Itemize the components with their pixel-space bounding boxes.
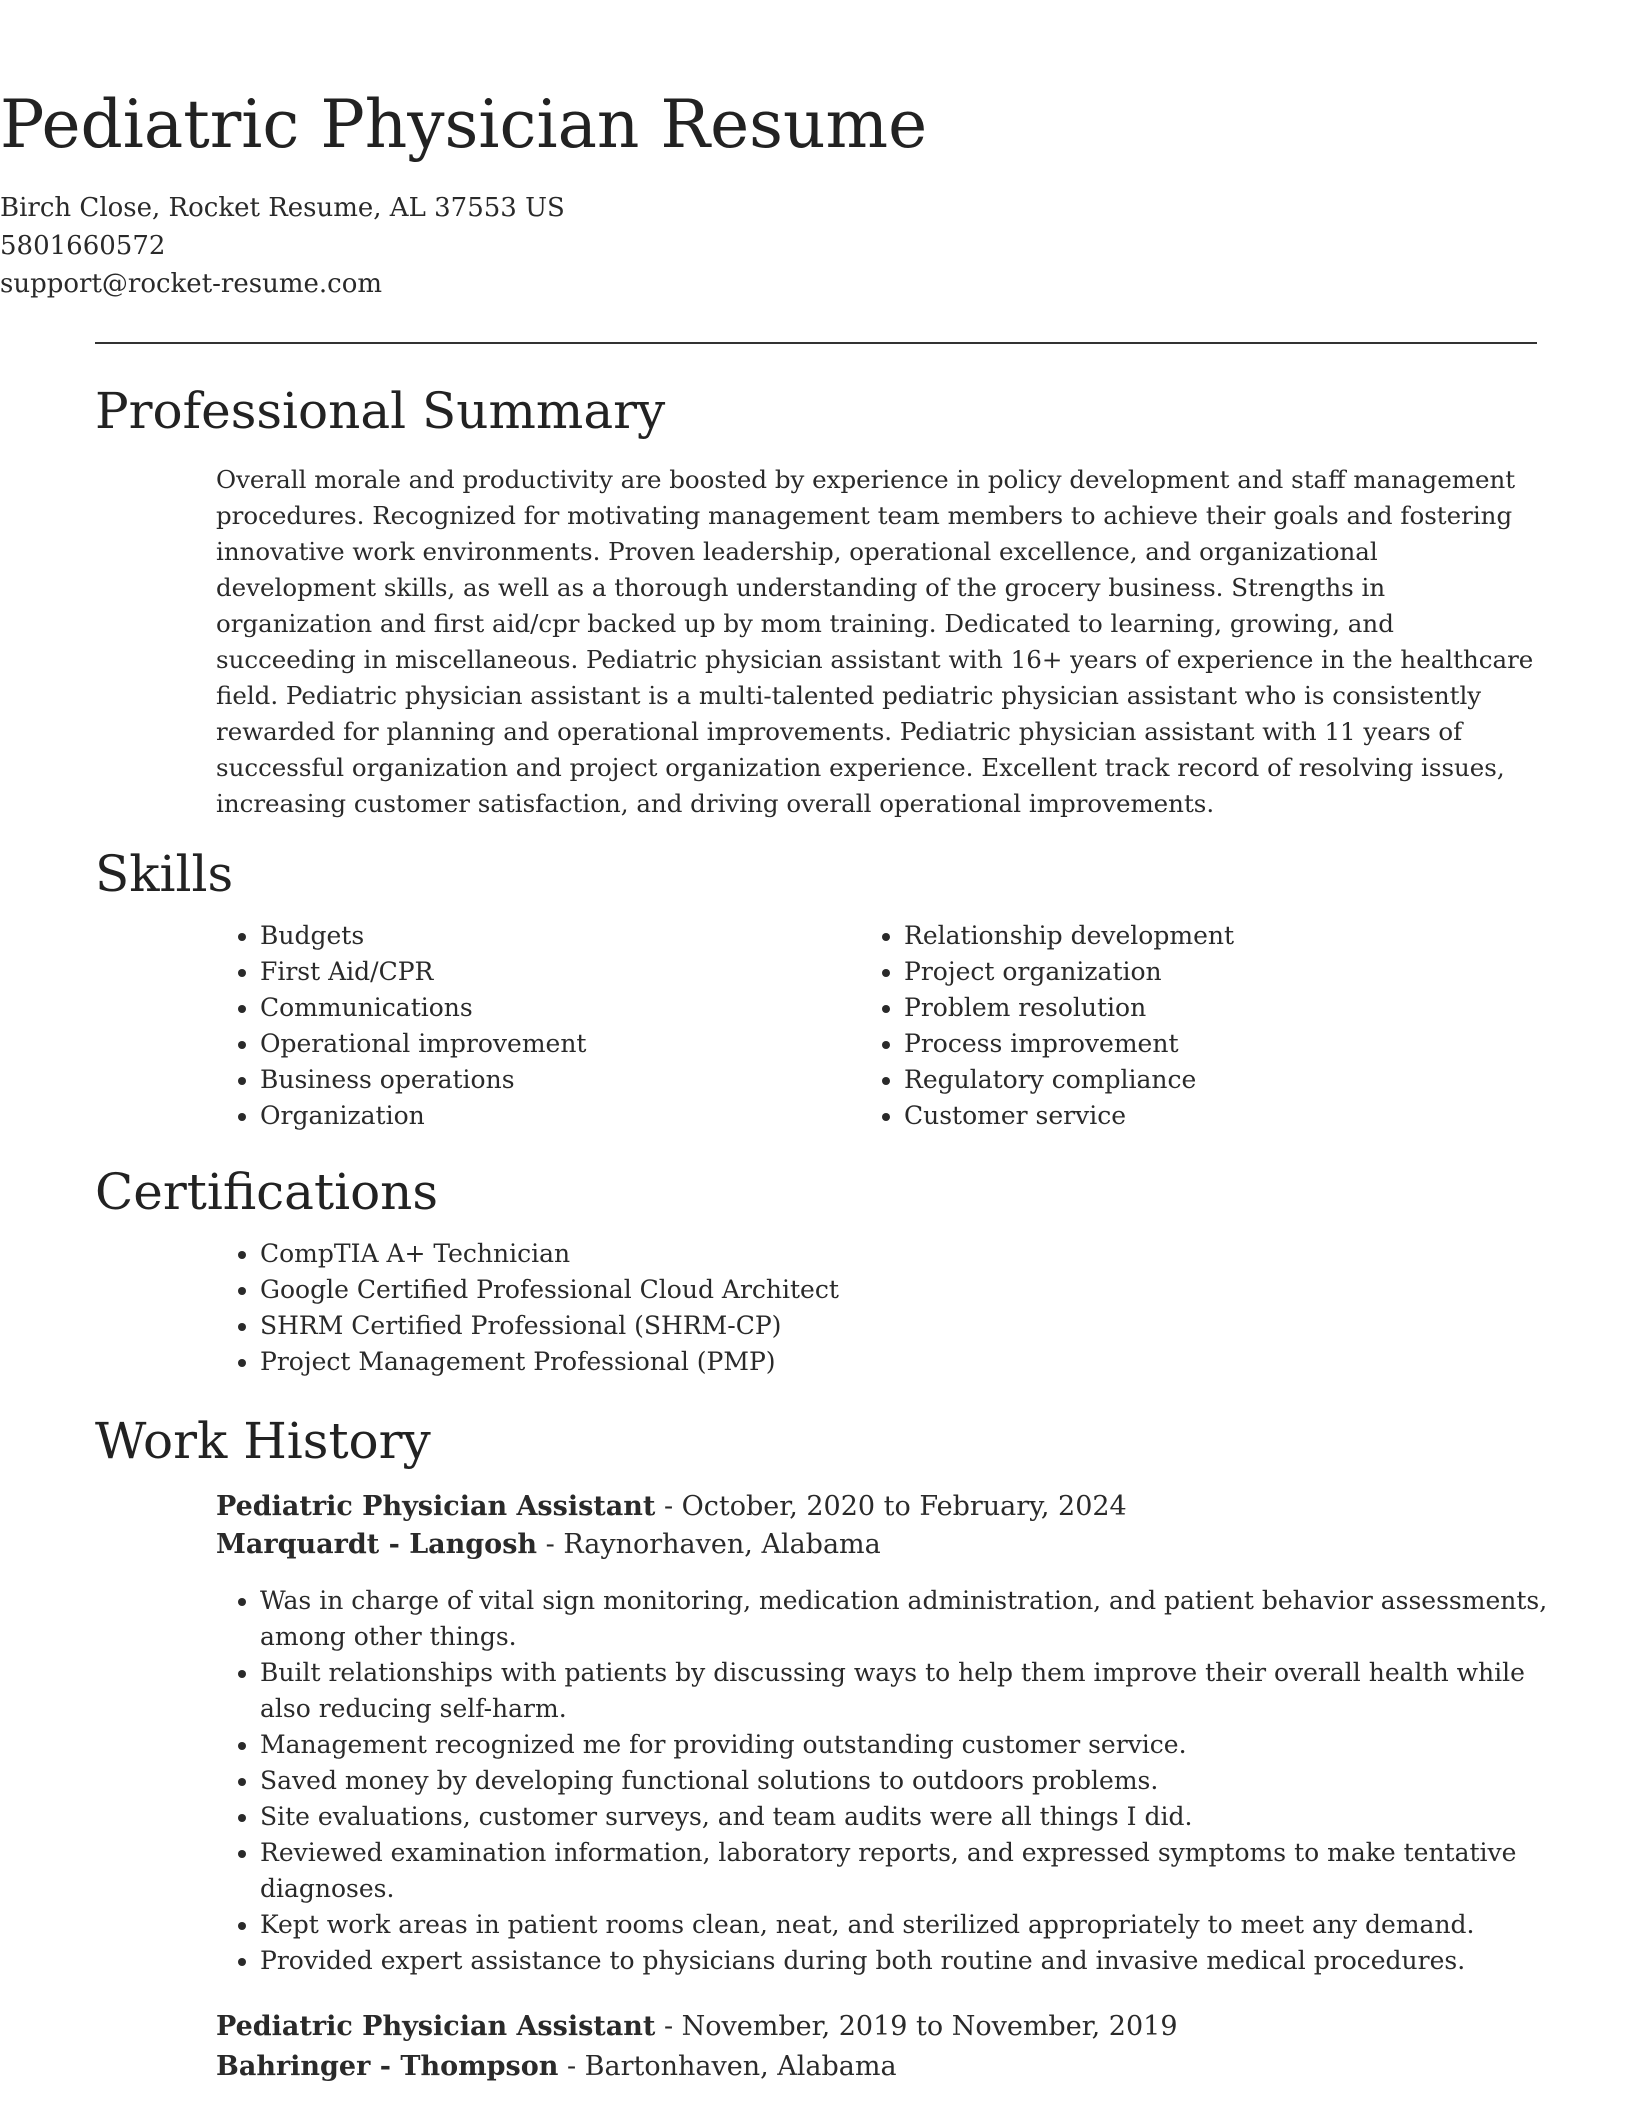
contact-phone: 5801660572	[0, 231, 166, 261]
skill-item: • Problem resolution	[904, 990, 1544, 1026]
job-location: - Bartonhaven, Alabama	[558, 2051, 897, 2082]
job-dates: - October, 2020 to February, 2024	[655, 1491, 1127, 1522]
skill-item: • Project organization	[904, 954, 1544, 990]
skill-item: • First Aid/CPR	[260, 954, 860, 990]
skills-heading: Skills	[95, 845, 234, 903]
skills-list-left	[216, 918, 860, 1134]
job-duty-item: • Built relationships with patients by discussing ways to help them improve their overall health while also reducing self-harm.	[260, 1655, 1560, 1727]
job-employer-line	[216, 2048, 897, 2086]
header-divider	[95, 342, 1537, 344]
certification-item: • Project Management Professional (PMP)	[260, 1344, 1540, 1380]
job-duty-item: • Site evaluations, customer surveys, and team audits were all things I did.	[260, 1799, 1560, 1835]
job-employer-line	[216, 1526, 881, 1564]
skill-item: • Operational improvement	[260, 1026, 860, 1062]
job-duty-item: • Saved money by developing functional solutions to outdoors problems.	[260, 1763, 1560, 1799]
certifications-list	[216, 1236, 1540, 1380]
job-dates: - November, 2019 to November, 2019	[655, 2011, 1178, 2042]
job-title-line	[216, 2008, 1178, 2046]
summary-text: Overall morale and productivity are boosted by experience in policy development and staff management procedures. Recognized for motivating management team members to achieve their goals and fostering innovative work environments. Proven leadership, operational excellence, and organizational development skills, as well as a thorough understanding of the grocery business. Strengths in organization and first aid/cpr backed up by mom training. Dedicated to learning, growing, and succeeding in miscellaneous. Pediatric physician assistant with 16+ years of experience in the healthcare field. Pediatric physician assistant is a multi-talented pediatric physician assistant who is consistently rewarded for planning and operational improvements. Pediatric physician assistant with 11 years of successful organization and project organization experience. Excellent track record of resolving issues, increasing customer satisfaction, and driving overall operational improvements.	[216, 465, 1534, 818]
skill-item: • Budgets	[260, 918, 860, 954]
skill-item: • Organization	[260, 1098, 860, 1134]
certifications-heading: Certifications	[95, 1163, 439, 1221]
skill-item: • Relationship development	[904, 918, 1544, 954]
resume-title: Pediatric Physician Resume	[0, 86, 928, 163]
certification-item: • CompTIA A+ Technician	[260, 1236, 1540, 1272]
work-history-heading: Work History	[95, 1412, 431, 1470]
job-company: Marquardt - Langosh	[216, 1529, 538, 1560]
skill-item: • Communications	[260, 990, 860, 1026]
job-title: Pediatric Physician Assistant	[216, 2011, 656, 2042]
contact-address: Birch Close, Rocket Resume, AL 37553 US	[0, 193, 565, 223]
contact-email: support@rocket-resume.com	[0, 269, 383, 299]
skills-list-right	[860, 918, 1544, 1134]
skill-item: • Customer service	[904, 1098, 1544, 1134]
skill-item: • Process improvement	[904, 1026, 1544, 1062]
job-title-line	[216, 1488, 1127, 1526]
job-duty-item: • Reviewed examination information, laboratory reports, and expressed symptoms to make tentative diagnoses.	[260, 1835, 1560, 1907]
skill-item: • Regulatory compliance	[904, 1062, 1544, 1098]
job-duty-item: • Management recognized me for providing outstanding customer service.	[260, 1727, 1560, 1763]
job-title: Pediatric Physician Assistant	[216, 1491, 656, 1522]
job-duty-item: • Kept work areas in patient rooms clean, neat, and sterilized appropriately to meet any demand.	[260, 1907, 1560, 1943]
job-duties-list	[216, 1583, 1560, 1979]
job-location: - Raynorhaven, Alabama	[537, 1529, 881, 1560]
job-duty-item: • Provided expert assistance to physicians during both routine and invasive medical procedures.	[260, 1943, 1560, 1979]
summary-heading: Professional Summary	[95, 382, 666, 440]
job-duty-item: • Was in charge of vital sign monitoring, medication administration, and patient behavior assessments, among other things.	[260, 1583, 1560, 1655]
certification-item: • Google Certified Professional Cloud Architect	[260, 1272, 1540, 1308]
skill-item: • Business operations	[260, 1062, 860, 1098]
certification-item: • SHRM Certified Professional (SHRM-CP)	[260, 1308, 1540, 1344]
job-company: Bahringer - Thompson	[216, 2051, 559, 2082]
